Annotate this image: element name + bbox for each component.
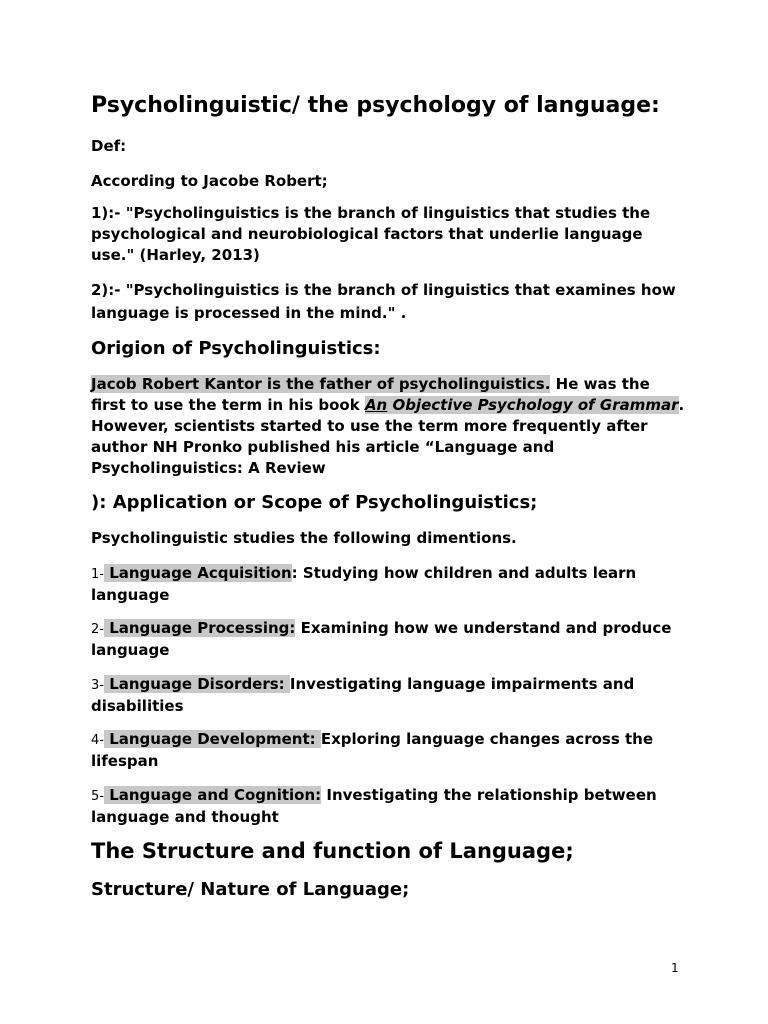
application-heading: ): Application or Scope of Psycholinguistics; <box>91 492 538 513</box>
dimension-description: : Studying how children and adults learn language <box>91 564 637 604</box>
definition-2: 2):- "Psycholinguistics is the branch of linguistics that examines how language is processed in the mind." . <box>91 281 676 322</box>
book-title-rest: Objective Psychology of Grammar <box>387 396 679 414</box>
dimension-item-4 <box>91 729 686 772</box>
origin-text-1: He was the first to use the term in his book <box>91 375 650 414</box>
dimension-description: Investigating language impairments and disabilities <box>91 675 635 715</box>
dimension-term: Language Acquisition <box>103 564 292 582</box>
according-line: According to Jacobe Robert; <box>91 172 328 190</box>
dimension-term: Language Development: <box>103 730 321 748</box>
dimension-description: Exploring language changes across the lifespan <box>91 730 654 770</box>
dimension-description: Examining how we understand and produce language <box>91 619 672 659</box>
dimension-number: 1- <box>91 567 104 582</box>
structure-heading: The Structure and function of Language; <box>91 839 574 863</box>
dimension-number: 3- <box>91 678 104 693</box>
dimension-term: Language Processing: <box>103 619 296 637</box>
origin-heading: Origion of Psycholinguistics: <box>91 338 381 359</box>
dimension-number: 5- <box>91 789 104 804</box>
definition-1: 1):- "Psycholinguistics is the branch of linguistics that studies the psychological and neurobiological factors that underlie language use." (Harley, 2013) <box>91 204 651 264</box>
dimension-item-3 <box>91 674 686 717</box>
dimension-description: Investigating the relationship between language and thought <box>91 786 657 826</box>
dimension-number: 4- <box>91 733 104 748</box>
page-number: 1 <box>671 961 679 975</box>
origin-paragraph <box>91 374 686 479</box>
definition-label: Def: <box>91 137 127 155</box>
document-title: Psycholinguistic/ the psychology of language: <box>91 93 660 118</box>
dimension-item-2 <box>91 618 686 661</box>
dimension-item-1 <box>91 563 686 606</box>
dimensions-intro: Psycholinguistic studies the following dimentions. <box>91 529 517 547</box>
book-title-an: An <box>364 396 388 414</box>
dimension-item-5 <box>91 785 686 828</box>
dimension-term: Language Disorders: <box>103 675 290 693</box>
origin-highlight: Jacob Robert Kantor is the father of psycholinguistics. <box>91 375 551 393</box>
book-title <box>365 396 679 414</box>
structure-subheading: Structure/ Nature of Language; <box>91 879 410 900</box>
origin-text-2: . However, scientists started to use the term more frequently after author NH Pronko published his article “Language and Psycholinguistics: A Review <box>91 396 685 477</box>
dimension-number: 2- <box>91 622 104 637</box>
dimension-term: Language and Cognition: <box>103 786 322 804</box>
